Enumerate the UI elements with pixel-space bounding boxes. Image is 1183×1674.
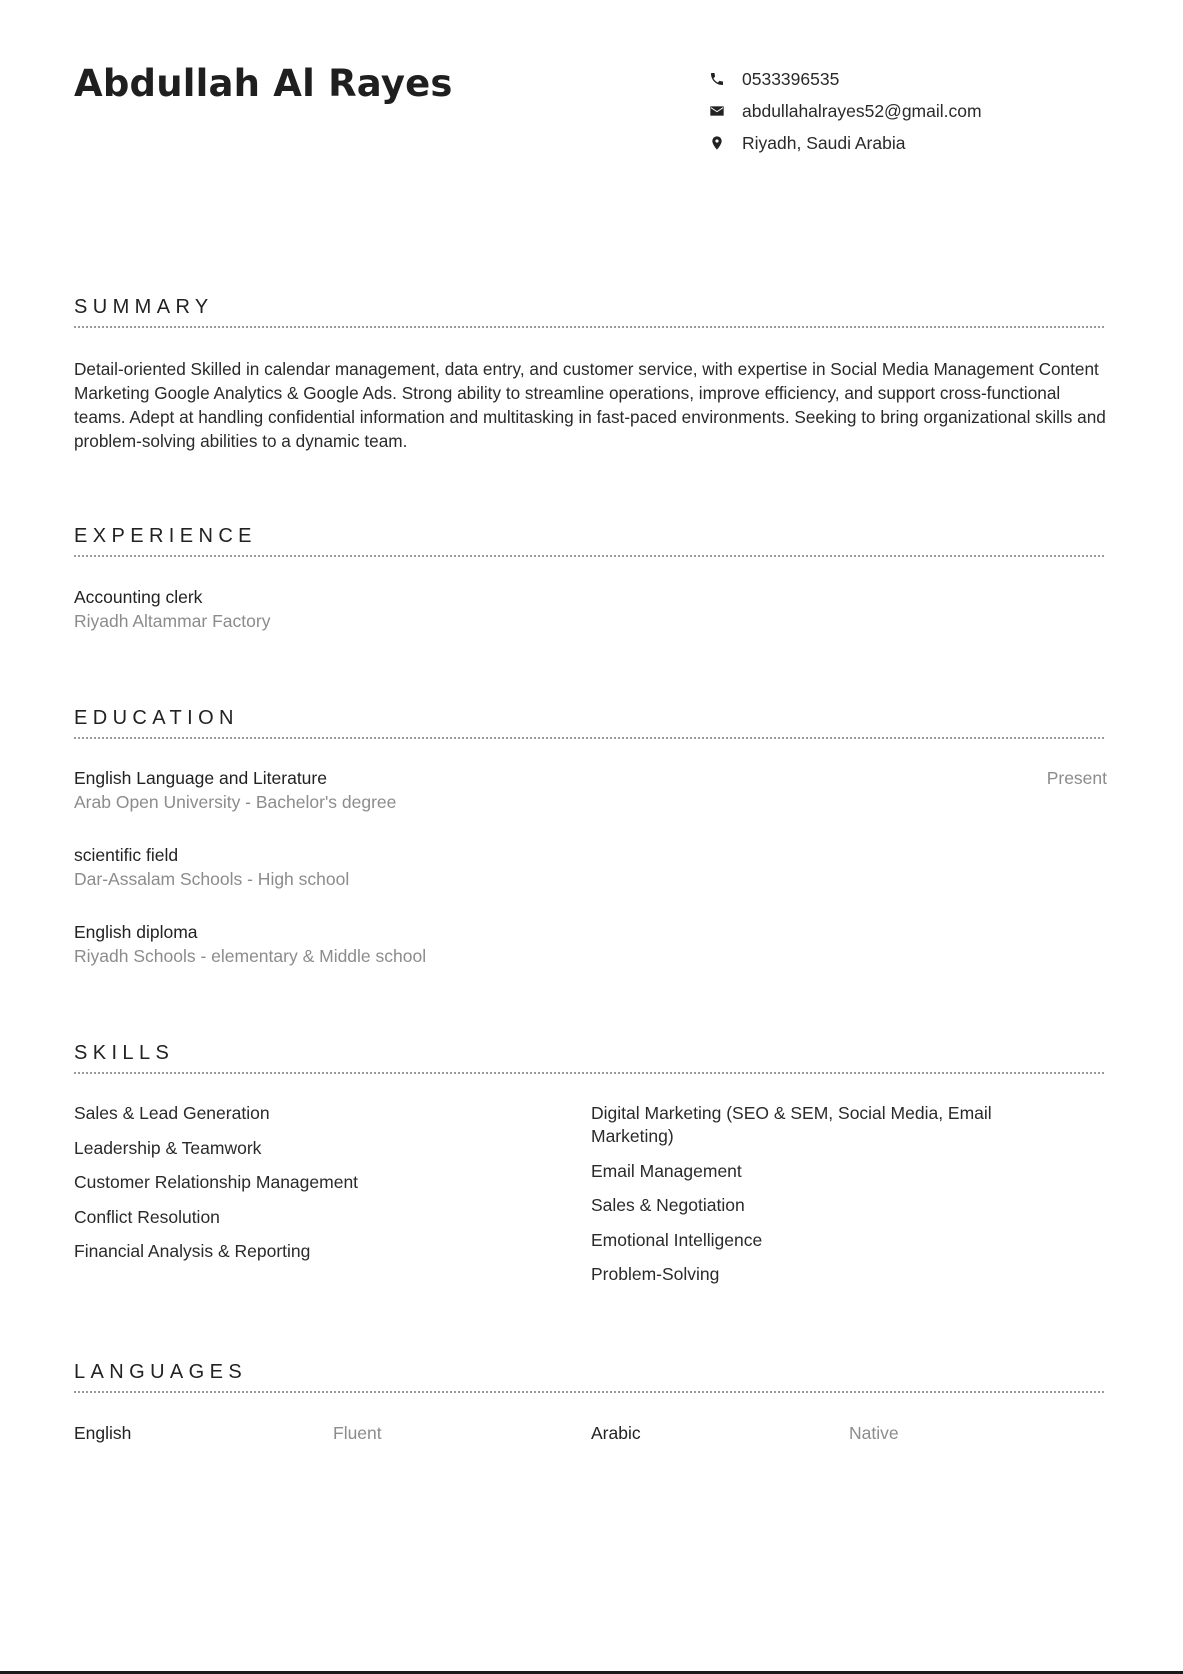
contact-location: [708, 127, 982, 159]
skill-item: Customer Relationship Management: [74, 1172, 359, 1192]
contact-phone: [708, 63, 982, 95]
education-divider: [74, 737, 1104, 739]
summary-divider: [74, 326, 1104, 328]
languages-heading: LANGUAGES: [74, 1361, 248, 1383]
email-address[interactable]: abdullahalrayes52@gmail.com: [742, 100, 982, 121]
education-date: Present: [1046, 768, 1107, 788]
skills-list-left: [74, 1102, 504, 1275]
candidate-name: Abdullah Al Rayes: [74, 62, 453, 105]
language-name: Arabic: [591, 1423, 641, 1443]
mail-icon: [708, 102, 726, 120]
experience-role: Accounting clerk: [74, 587, 203, 607]
skill-item: Sales & Negotiation: [591, 1195, 745, 1215]
contact-email: [708, 95, 982, 127]
skill-item: Sales & Lead Generation: [74, 1103, 270, 1123]
skill-item: Digital Marketing (SEO & SEM, Social Media, Email Marketing): [591, 1103, 992, 1146]
education-school: Riyadh Schools - elementary & Middle school: [74, 946, 427, 966]
phone-number[interactable]: 0533396535: [742, 68, 840, 89]
location-pin-icon: [708, 134, 726, 152]
phone-icon: [708, 70, 726, 88]
education-school: Arab Open University - Bachelor's degree: [74, 792, 397, 812]
skills-heading: SKILLS: [74, 1042, 175, 1064]
location-text: Riyadh, Saudi Arabia: [742, 132, 906, 153]
skill-item: Email Management: [591, 1160, 742, 1181]
skill-item: Emotional Intelligence: [591, 1229, 763, 1250]
skills-list-right: [591, 1102, 1021, 1298]
education-heading: EDUCATION: [74, 707, 239, 729]
skill-item: Financial Analysis & Reporting: [74, 1241, 311, 1261]
language-level: Native: [849, 1423, 899, 1443]
education-field: English diploma: [74, 922, 198, 942]
experience-company: Riyadh Altammar Factory: [74, 611, 271, 631]
language-level: Fluent: [333, 1423, 382, 1443]
education-field: English Language and Literature: [74, 768, 327, 788]
contact-block: [708, 63, 982, 159]
skill-item: Problem-Solving: [591, 1264, 720, 1284]
summary-text: Detail-oriented Skilled in calendar management, data entry, and customer service, with expertise in Social Media Management Content Marketing Google Analytics & Google Ads. Strong ability to streamline operations, improve efficiency, and support cross-functional teams. Adept at handling confidential information and multitasking in fast-paced environments. Seeking to bring organizational skills and problem-solving abilities to a dynamic team.: [74, 359, 1106, 451]
summary-heading: SUMMARY: [74, 296, 214, 318]
languages-divider: [74, 1391, 1104, 1393]
experience-heading: EXPERIENCE: [74, 525, 257, 547]
language-name: English: [74, 1423, 132, 1443]
skill-item: Conflict Resolution: [74, 1206, 220, 1227]
experience-divider: [74, 555, 1104, 557]
skill-item: Leadership & Teamwork: [74, 1137, 262, 1158]
skills-divider: [74, 1072, 1104, 1074]
education-field: scientific field: [74, 845, 179, 865]
education-school: Dar-Assalam Schools - High school: [74, 869, 350, 889]
